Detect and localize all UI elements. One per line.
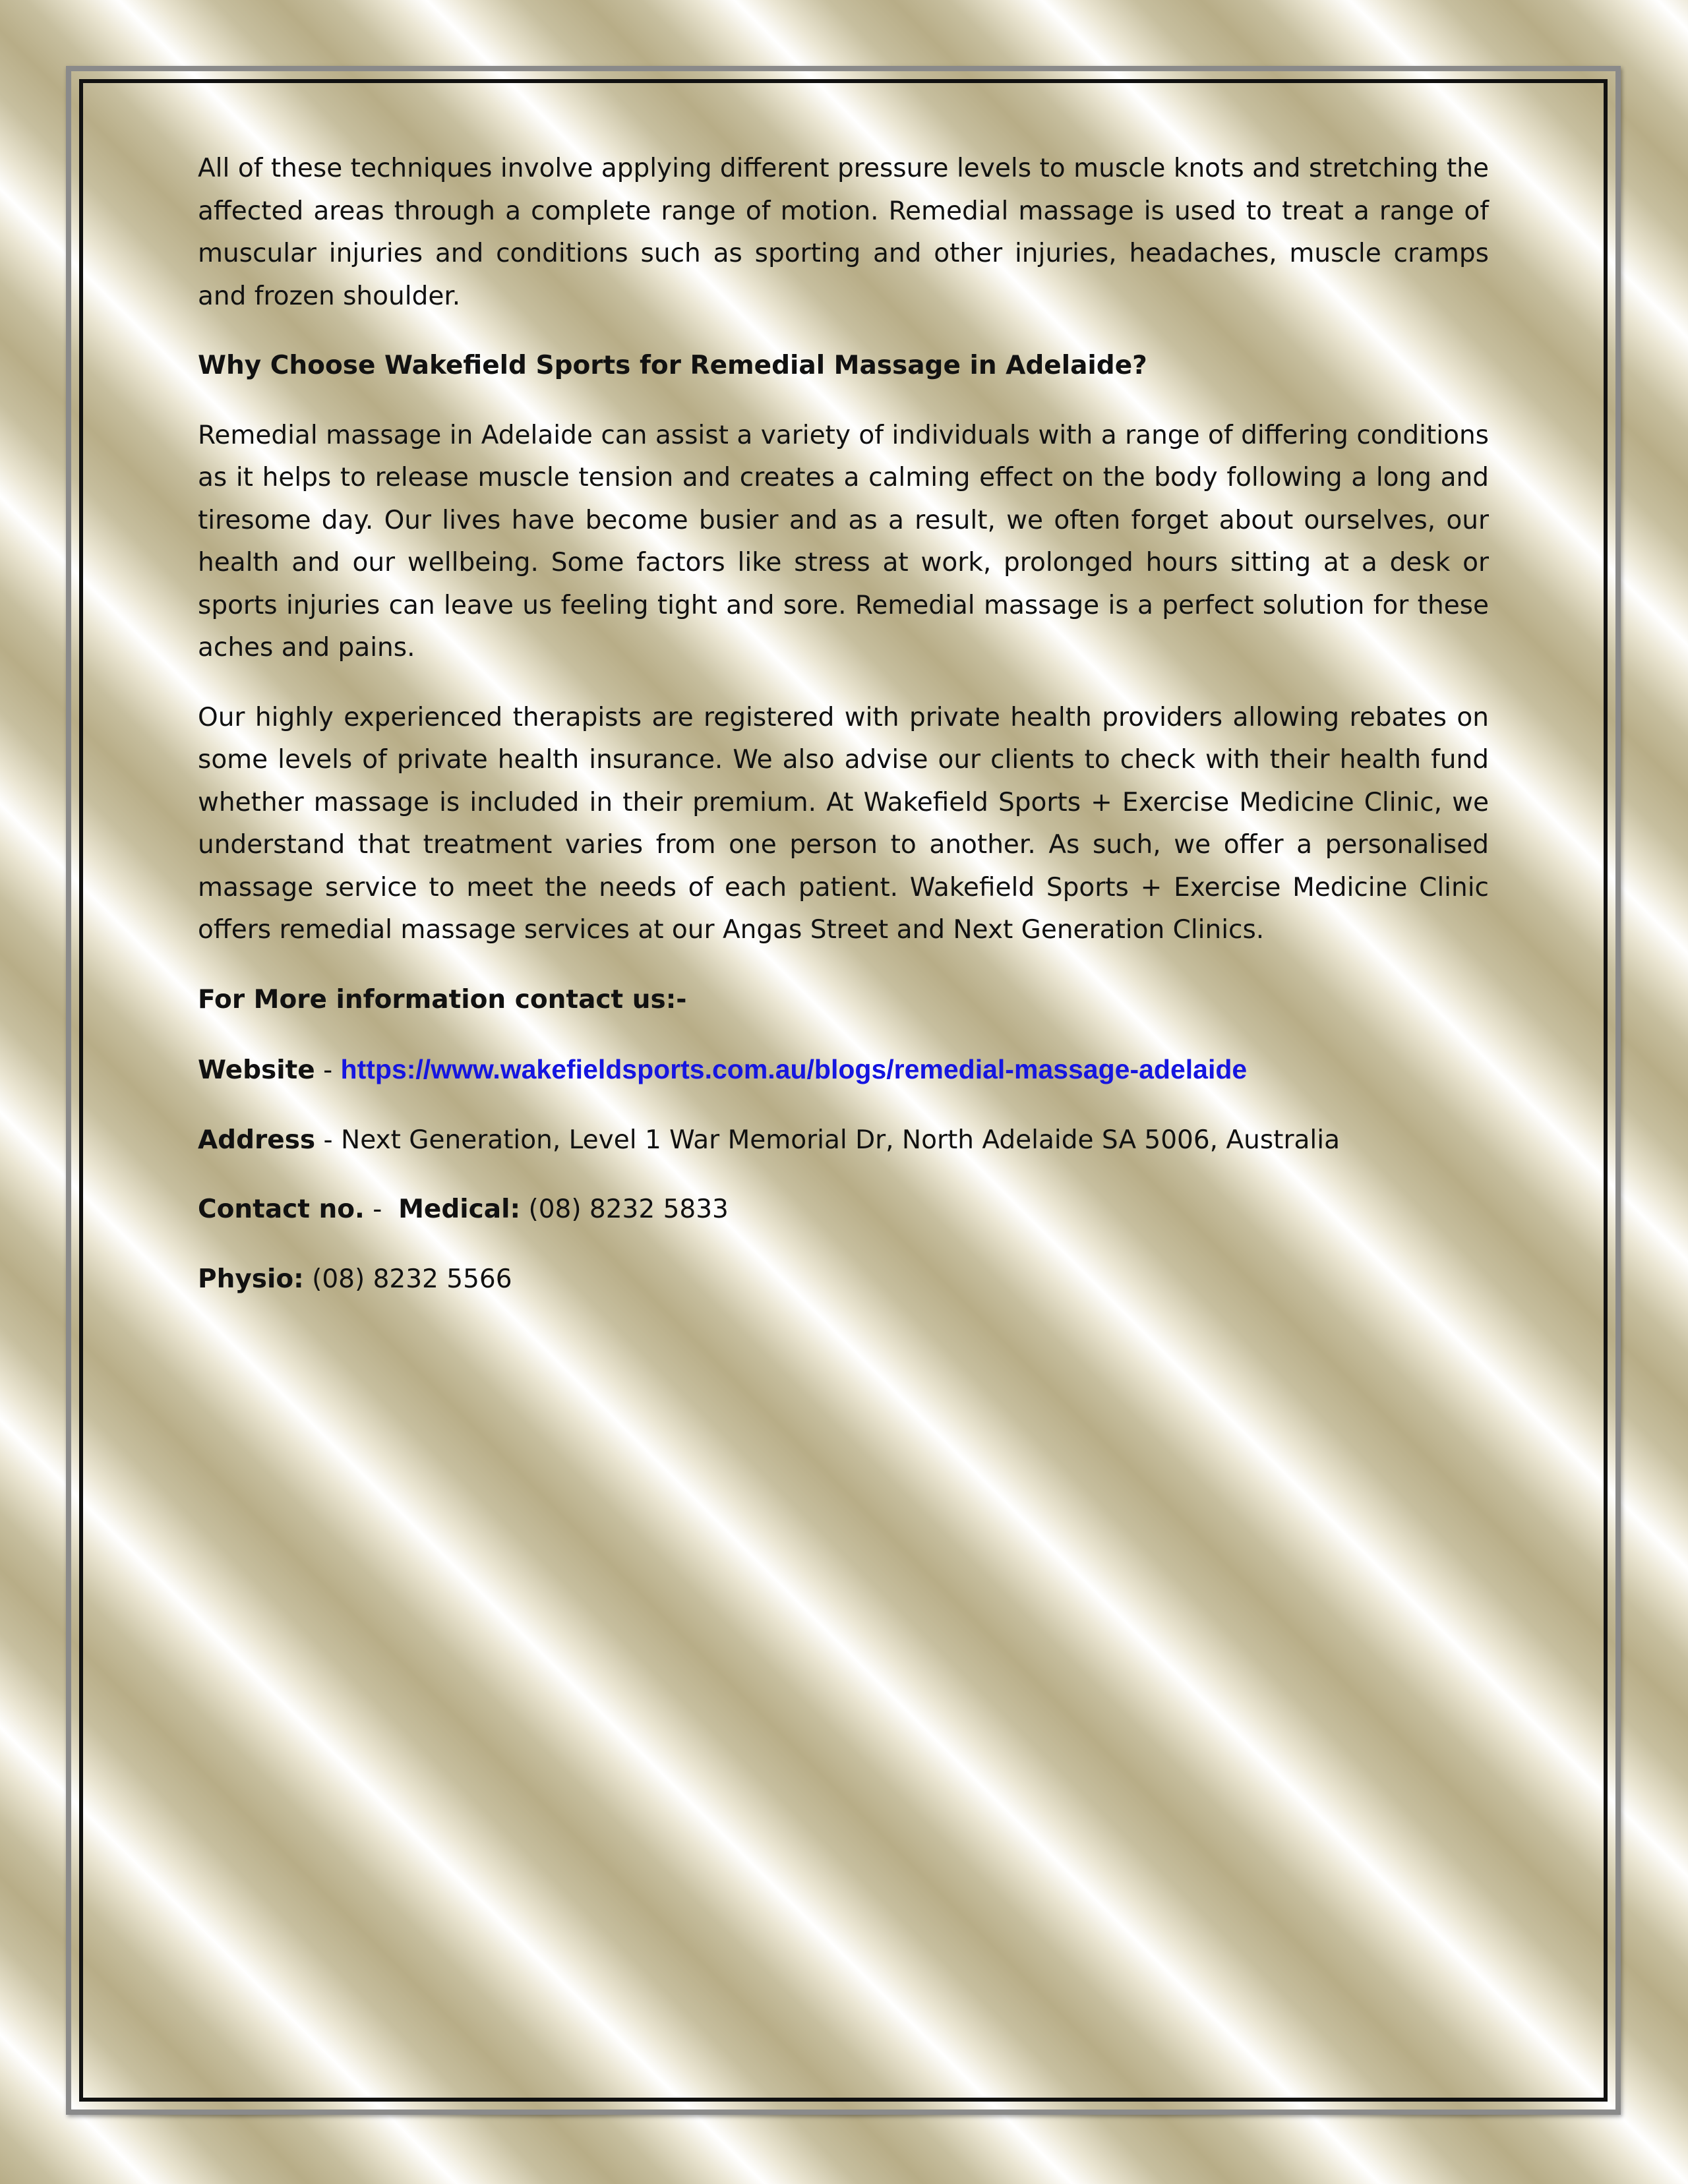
address-label: Address <box>198 1125 316 1155</box>
medical-label: Medical: <box>398 1195 521 1224</box>
paragraph-benefits: Remedial massage in Adelaide can assist a variety of individuals with a range of differing conditions as it helps to release muscle tension and creates a calming effect on the body following a long and tiresome day. Our lives have become busier and as a result, we often forget about ourselves, our health and our wellbeing. Some factors like stress at work, prolonged hours sitting at a desk or sports injuries can leave us feeling tight and sore. Remedial massage is a perfect solution for these aches and pains. <box>198 420 1489 663</box>
physio-phone: (08) 8232 5566 <box>303 1264 512 1294</box>
paragraph-therapists: Our highly experienced therapists are registered with private health providers allowing rebates on some levels of private health insurance. We also advise our clients to check with their health fund whether massage is included in their premium. At Wakefield Sports + Exercise Medicine Clinic, we understand that treatment varies from one person to another. As such, we offer a personalised massage service to meet the needs of each patient. Wakefield Sports + Exercise Medicine Clinic offers remedial massage services at our Angas Street and Next Generation Clinics. <box>198 702 1489 945</box>
physio-label: Physio: <box>198 1264 304 1294</box>
website-line <box>198 1048 1489 1092</box>
document-content <box>198 148 1489 1328</box>
medical-phone: (08) 8232 5833 <box>520 1195 729 1224</box>
address-separator: - <box>315 1125 342 1155</box>
contact-label: Contact no. <box>198 1195 365 1224</box>
physio-line <box>198 1258 1489 1301</box>
contact-intro: For More information contact us:- <box>198 984 687 1015</box>
website-separator: - <box>315 1055 341 1085</box>
contact-separator: - <box>364 1195 399 1224</box>
website-link[interactable]: https://www.wakefieldsports.com.au/blogs/remedial-massage-adelaide <box>340 1054 1248 1084</box>
address-value: Next Generation, Level 1 War Memorial Dr, North Adelaide SA 5006, Australia <box>341 1125 1340 1155</box>
website-label: Website <box>198 1055 315 1085</box>
paragraph-techniques: All of these techniques involve applying different pressure levels to muscle knots and stretching the affected areas through a complete range of motion. Remedial massage is used to treat a range of muscular injuries and conditions such as sporting and other injuries, headaches, muscle cramps and frozen shoulder. <box>198 154 1489 311</box>
address-line <box>198 1119 1489 1162</box>
contact-line <box>198 1189 1489 1231</box>
section-heading: Why Choose Wakefield Sports for Remedial Massage in Adelaide? <box>198 351 1147 380</box>
